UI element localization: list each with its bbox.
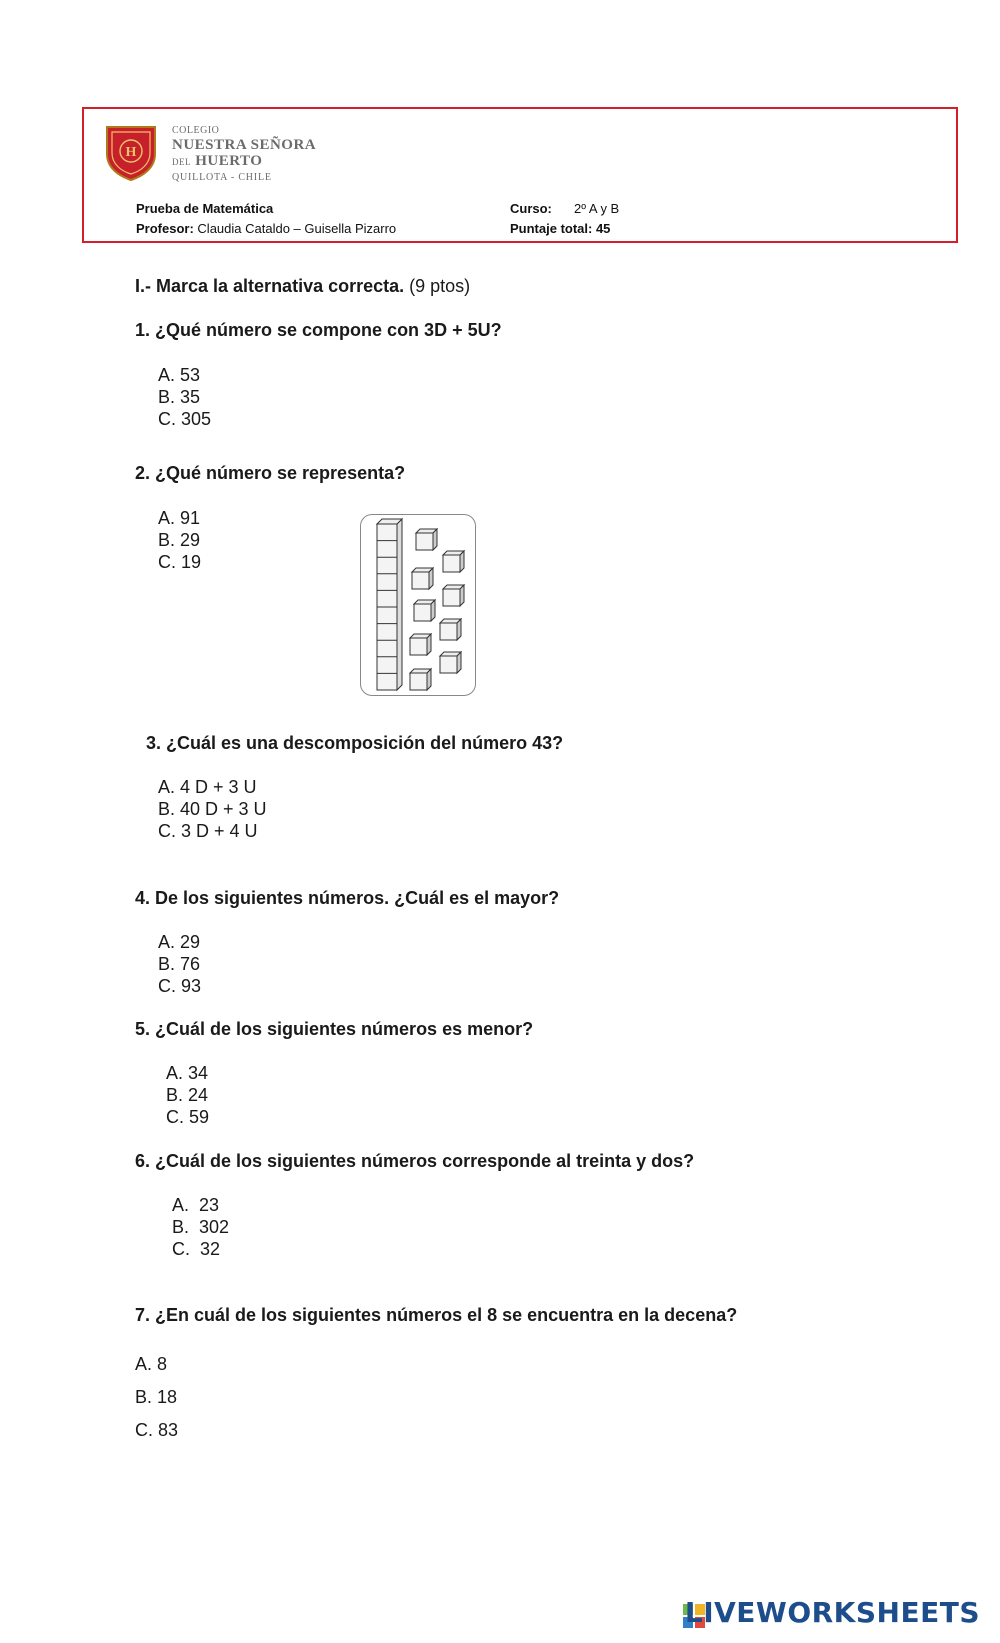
unit-cube	[443, 585, 464, 606]
unit-cube	[440, 652, 461, 673]
unit-cube	[416, 529, 437, 550]
option-c[interactable]: C. 3 D + 4 U	[158, 821, 258, 841]
course-value: 2º A y B	[574, 201, 620, 216]
score-total: Puntaje total: 45	[510, 221, 611, 236]
course-label: Curso:	[510, 201, 552, 216]
option-a[interactable]: A. 4 D + 3 U	[158, 777, 257, 797]
option-b[interactable]: B. 24	[166, 1085, 209, 1105]
question-4: 4. De los siguientes números. ¿Cuál es el mayor?	[135, 888, 560, 908]
option-a[interactable]: A. 91	[158, 508, 201, 528]
section-heading: I.- Marca la alternativa correcta. (9 ptos)	[135, 276, 471, 296]
option-b[interactable]: B. 302	[172, 1217, 230, 1237]
question-4-options	[158, 931, 201, 997]
unit-cube	[412, 568, 433, 589]
question-3-options	[158, 776, 267, 842]
question-1: 1. ¿Qué número se compone con 3D + 5U?	[135, 320, 502, 340]
base-ten-blocks-figure	[360, 514, 476, 696]
teacher-line: Profesor: Claudia Cataldo – Guisella Pizarro	[136, 221, 397, 236]
option-c[interactable]: C. 59	[166, 1107, 210, 1127]
option-b[interactable]: B. 29	[158, 530, 201, 550]
option-a[interactable]: A. 23	[172, 1195, 220, 1215]
question-3: 3. ¿Cuál es una descomposición del número 43?	[146, 733, 564, 753]
question-2: 2. ¿Qué número se representa?	[135, 463, 406, 483]
school-line1: COLEGIO	[172, 125, 220, 136]
school-line2: NUESTRA SEÑORA	[172, 137, 317, 153]
school-line4: QUILLOTA - CHILE	[172, 172, 272, 183]
option-a[interactable]: A. 8	[135, 1354, 168, 1374]
base-ten-blocks-drawing	[361, 515, 477, 697]
question-7: 7. ¿En cuál de los siguientes números el 8 se encuentra en la decena?	[135, 1305, 738, 1325]
school-line3: DEL HUERTO	[172, 153, 263, 169]
option-a[interactable]: A. 34	[166, 1063, 209, 1083]
option-c[interactable]: C. 305	[158, 409, 212, 429]
question-5: 5. ¿Cuál de los siguientes números es menor?	[135, 1019, 534, 1039]
option-b[interactable]: B. 35	[158, 387, 201, 407]
option-c[interactable]: C. 32	[172, 1239, 221, 1259]
option-b[interactable]: B. 76	[158, 954, 201, 974]
question-2-options	[158, 507, 201, 573]
option-b[interactable]: B. 18	[135, 1387, 178, 1407]
test-title: Prueba de Matemática	[136, 201, 274, 216]
school-name	[172, 126, 316, 183]
question-1-options	[158, 364, 211, 430]
school-crest-logo	[104, 124, 158, 182]
question-6-options	[172, 1194, 229, 1260]
option-a[interactable]: A. 53	[158, 365, 201, 385]
unit-cube	[410, 669, 431, 690]
option-b[interactable]: B. 40 D + 3 U	[158, 799, 267, 819]
option-c[interactable]: C. 19	[158, 552, 202, 572]
unit-cube	[410, 634, 431, 655]
unit-cube	[414, 600, 435, 621]
unit-cube	[443, 551, 464, 572]
option-c[interactable]: C. 93	[158, 976, 202, 996]
question-6: 6. ¿Cuál de los siguientes números corresponde al treinta y dos?	[135, 1151, 695, 1171]
svg-text:H: H	[125, 145, 137, 160]
unit-cube	[440, 619, 461, 640]
option-a[interactable]: A. 29	[158, 932, 201, 952]
question-7-options	[135, 1348, 178, 1447]
option-c[interactable]: C. 83	[135, 1420, 179, 1440]
liveworksheets-brand[interactable]: LIVEWORKSHEETS	[684, 1596, 980, 1629]
question-5-options	[166, 1062, 209, 1128]
